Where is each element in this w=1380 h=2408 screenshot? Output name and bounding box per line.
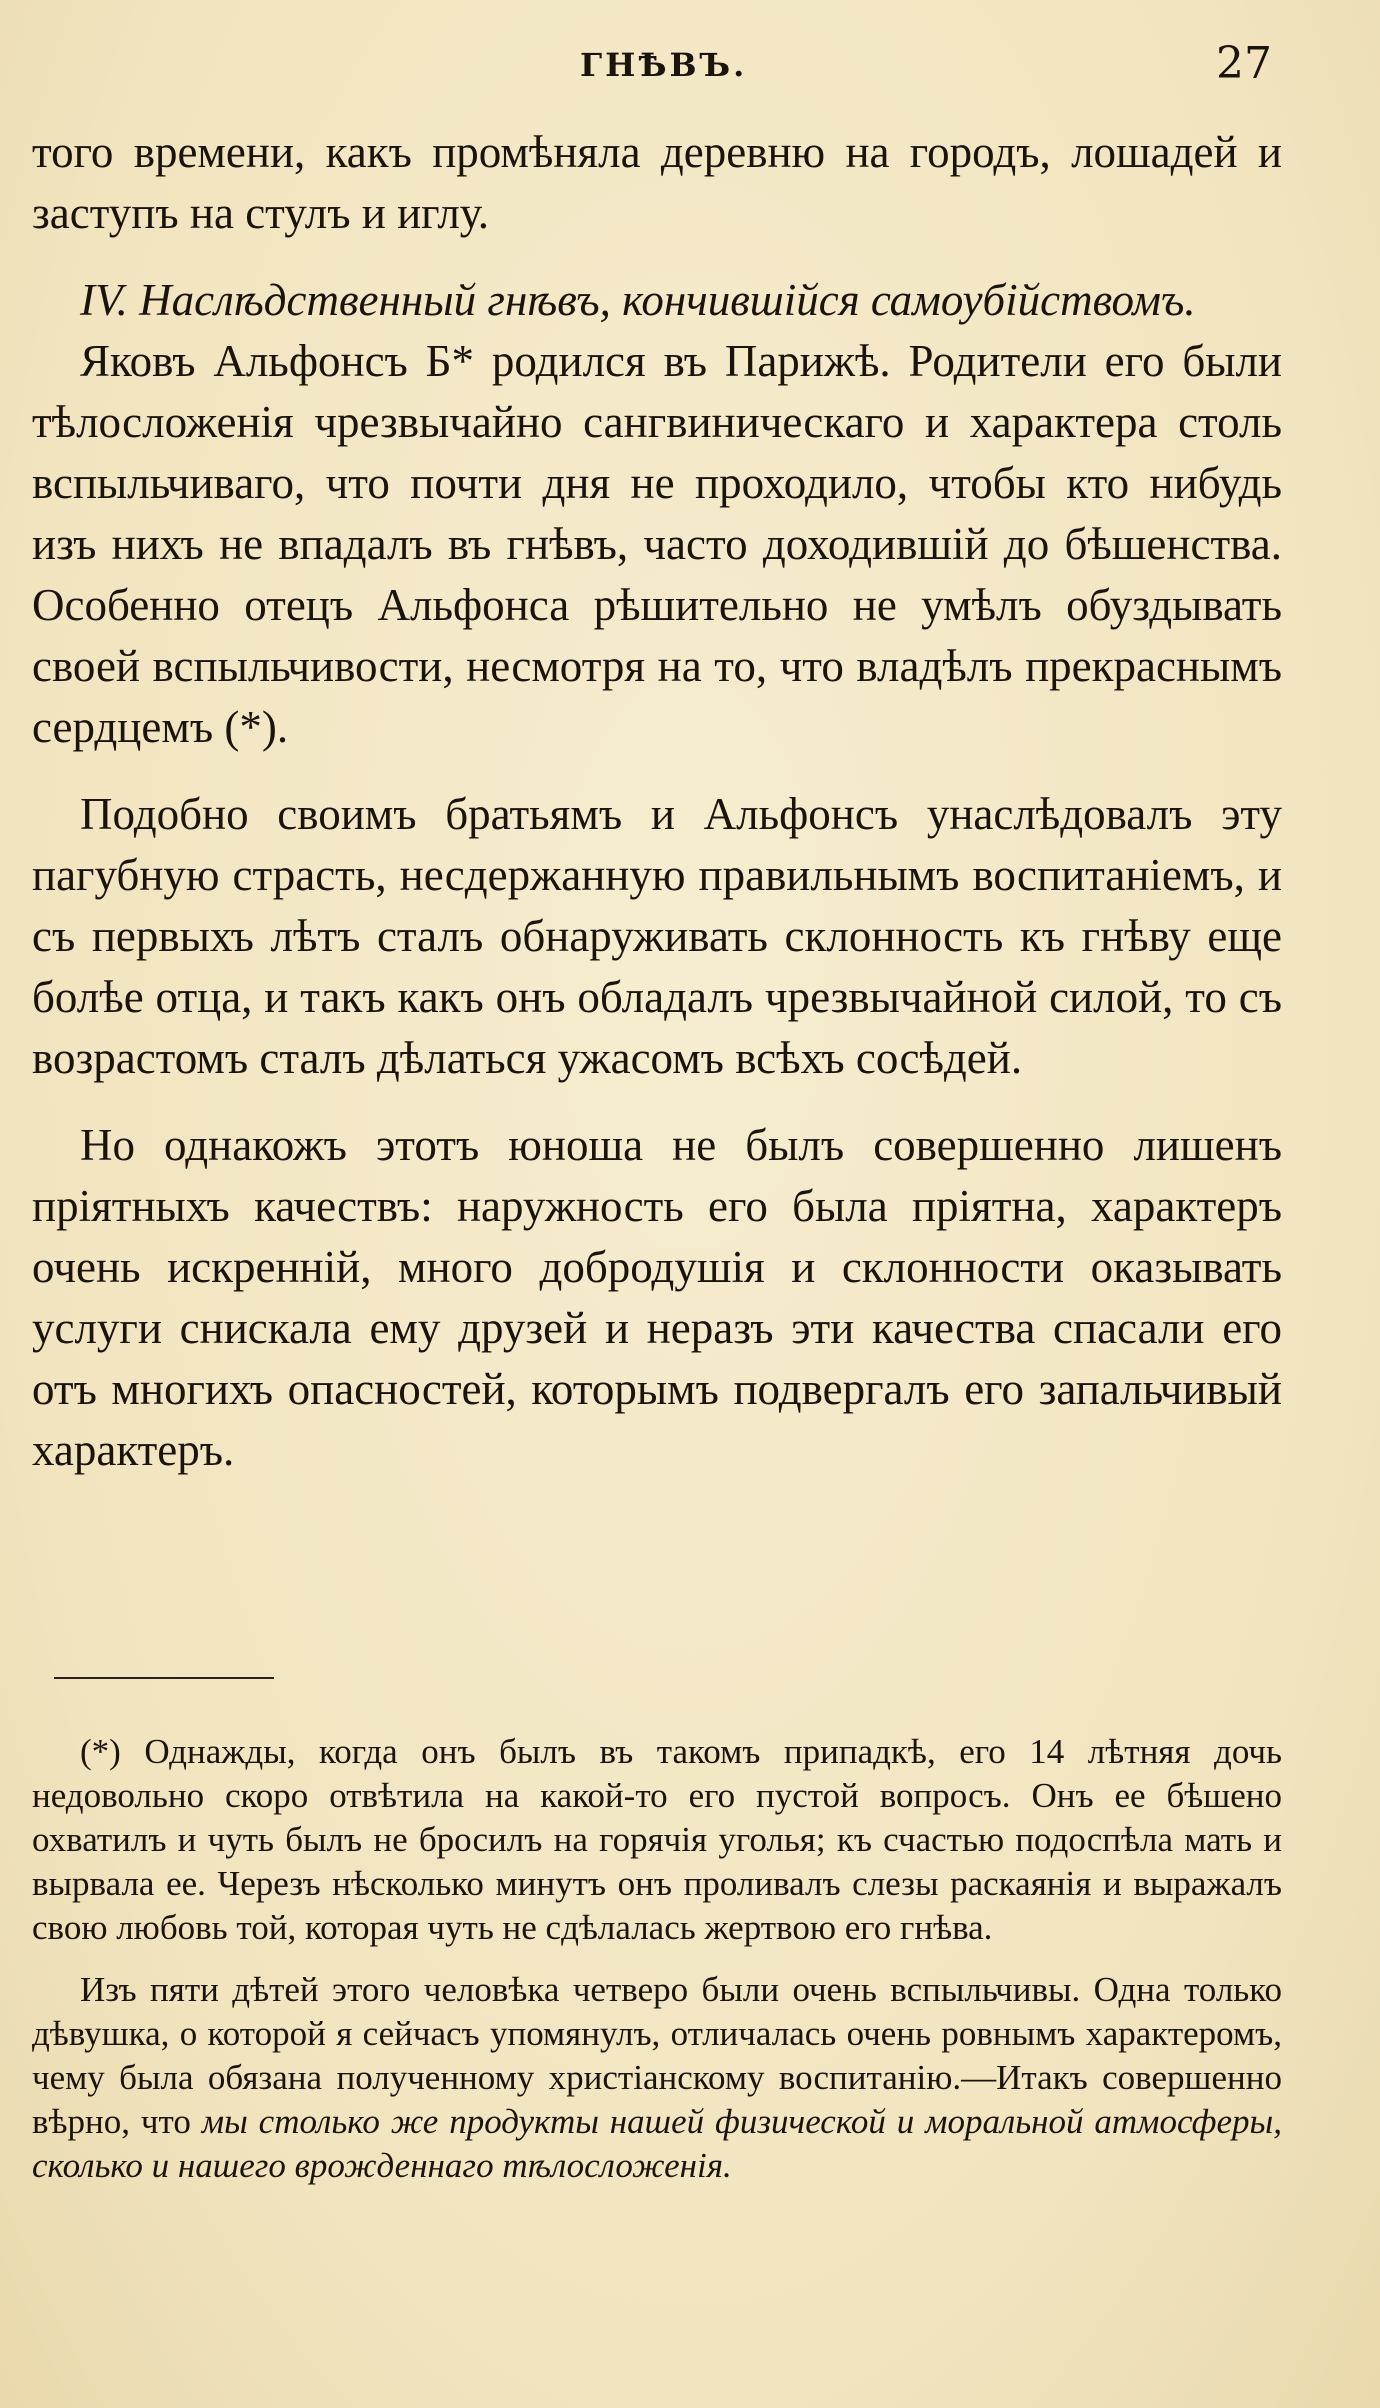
paragraph: Но однакожъ этотъ юноша не былъ совершенно лишенъ пріятныхъ качествъ: наружность его была пріятна, характеръ очень искренній, много добродушія и склонности оказывать услуги снискала ему друзей и неразъ эти качества спасали его отъ многихъ опасностей, которымъ подвергалъ его запальчивый характеръ. <box>32 1120 1282 1475</box>
running-head <box>32 38 1282 98</box>
footnote-text: Изъ пяти дѣтей этого человѣка четверо были очень вспыльчивы. Одна только дѣвушка, о которой я сейчасъ упомянулъ, отличалась очень ровнымъ характеромъ, чему была обязана полученному христіанскому воспитанію.—Итакъ совершенно вѣрно, что <box>32 1970 1282 2141</box>
paragraph: Яковъ Альфонсъ Б* родился въ Парижѣ. Родители его были тѣлосложенія чрезвычайно сангвиническаго и характера столь вспыльчиваго, что почти дня не проходило, чтобы кто нибудь изъ нихъ не впадалъ въ гнѣвъ, часто доходившій до бѣшенства. Особенно отецъ Альфонса рѣшительно не умѣлъ обуздывать своей вспыльчивости, несмотря на то, что владѣлъ прекраснымъ сердцемъ (*). <box>32 336 1282 752</box>
body-text <box>32 122 1282 1507</box>
footnotes <box>32 1730 1282 2206</box>
footnote-continuation <box>32 1968 1282 2188</box>
book-page <box>32 0 1292 2408</box>
running-title: ГНѢВЪ. <box>580 46 748 84</box>
page-number: 27 <box>1216 38 1272 89</box>
paragraph-continuation: того времени, какъ промѣняла деревню на городъ, лошадей и заступъ на стулъ и иглу. <box>32 127 1282 238</box>
paragraph: Подобно своимъ братьямъ и Альфонсъ унаслѣдовалъ эту пагубную страсть, несдержанную правильнымъ воспитаніемъ, и съ первыхъ лѣтъ сталъ обнаруживать склонность къ гнѣву еще болѣе отца, и такъ какъ онъ обладалъ чрезвычайной силой, то съ возрастомъ сталъ дѣлаться ужасомъ всѣхъ сосѣдей. <box>32 789 1282 1083</box>
footnote-rule <box>54 1677 274 1679</box>
footnote-italic-text: мы столько же продукты нашей физической и моральной атмосферы, сколько и нашего врожденнаго тѣлосложенія. <box>32 2102 1283 2185</box>
footnote: (*) Однажды, когда онъ былъ въ такомъ припадкѣ, его 14 лѣтняя дочь недовольно скоро отвѣтила на какой-то его пустой вопросъ. Онъ ее бѣшено охватилъ и чуть былъ не бросилъ на горячія уголья; къ счастью подоспѣла мать и вырвала ее. Черезъ нѣсколько минутъ онъ проливалъ слезы раскаянія и выражалъ свою любовь той, которая чуть не сдѣлалась жертвою его гнѣва. <box>32 1732 1282 1947</box>
section-heading: IV. Наслѣдственный гнѣвъ, кончившійся самоубійствомъ. <box>80 275 1196 325</box>
